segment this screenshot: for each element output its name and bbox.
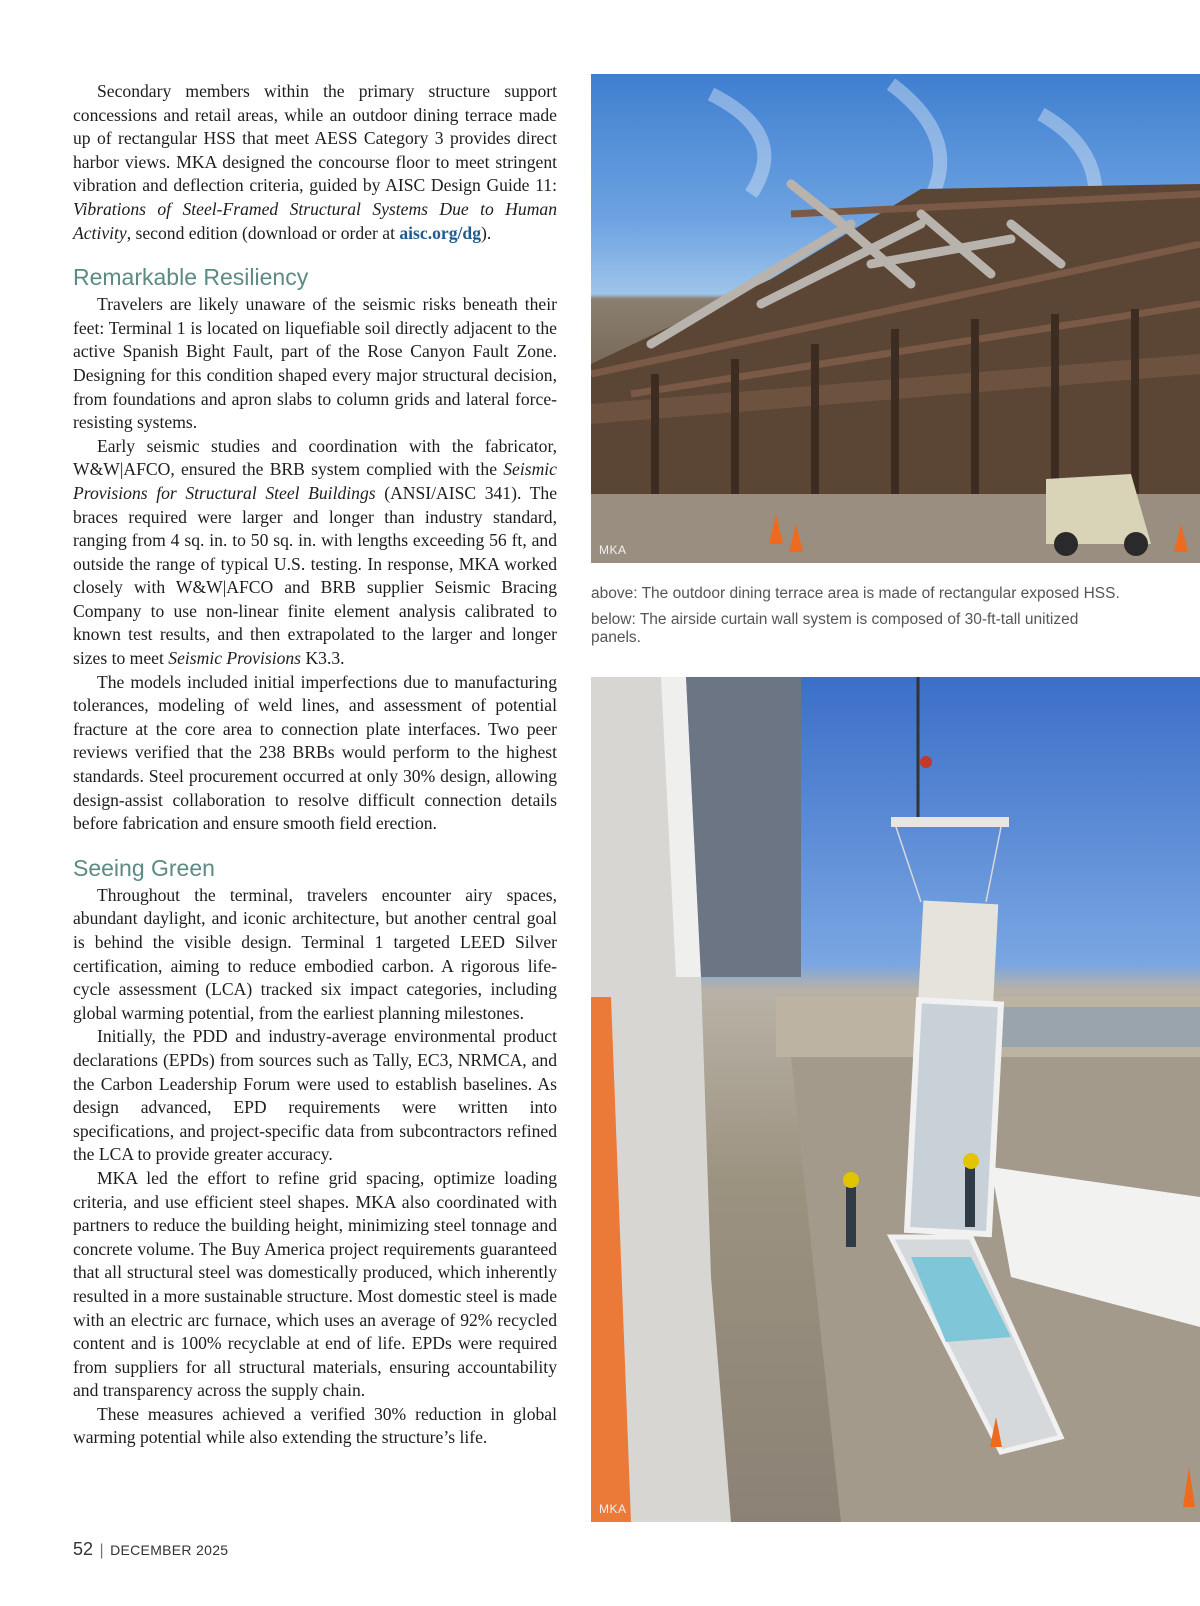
terrace-steel-illustration xyxy=(591,74,1200,563)
aisc-dg-link[interactable]: aisc.org/dg xyxy=(399,222,481,243)
paragraph-mka-effort: MKA led the effort to refine grid spacing, optimize loading criteria, and use efficient steel shapes. MKA also coordinated with partners to reduce the building height, minimizing steel tonnage and concrete volume. The Buy America project requirements guaranteed that all structural steel was domestically produced, which inherently resulted in a more sustainable structure. Most domestic steel is made with an electric arc furnace, which uses an average of 92% recycled content and is 100% recyclable at end of life. EPDs were required from suppliers for all structural materials, ensuring accountability and transparency across the supply chain. xyxy=(73,1167,557,1401)
photo-dining-terrace xyxy=(591,74,1200,563)
caption-above: above: The outdoor dining terrace area is made of rectangular exposed HSS. xyxy=(591,585,1120,602)
photo-credit-bottom: MKA xyxy=(599,1502,627,1516)
paragraph-secondary-members: Secondary members within the primary structure support concessions and retail areas, while an outdoor dining terrace made up of rectangular HSS that meet AESS Category 3 provides direct harbor views. MKA designed the concourse floor to meet stringent vibration and deflection criteria, guided by AISC Design Guide 11: Vibrations of Steel-Framed Structural Systems Due to Human Activity, second edition (download or order at aisc.org/dg). xyxy=(73,81,557,243)
curtain-wall-illustration xyxy=(591,677,1200,1522)
photo-curtain-wall xyxy=(591,677,1200,1522)
paragraph-epds: Initially, the PDD and industry-average environmental product declarations (EPDs) from sources such as Tally, EC3, NRMCA, and the Carbon Leadership Forum were used to establish baselines. As design advanced, EPD requirements were written into specifications, and project-specific data from subcontractors refined the LCA to provide greater accuracy. xyxy=(73,1026,557,1165)
page-footer xyxy=(73,1539,228,1560)
article-body xyxy=(73,80,557,1450)
paragraph-seismic-risks: Travelers are likely unaware of the seismic risks beneath their feet: Terminal 1 is located on liquefiable soil directly adjacent to the active Spanish Bight Fault, part of the Rose Canyon Fault Zone. Designing for this condition shaped every major structural decision, from foundations and apron slabs to column grids and lateral force-resisting systems. xyxy=(73,294,557,433)
heading-remarkable-resiliency: Remarkable Resiliency xyxy=(73,264,309,291)
photo-captions xyxy=(591,585,1131,655)
issue-date: DECEMBER 2025 xyxy=(110,1542,229,1558)
heading-seeing-green: Seeing Green xyxy=(73,854,215,881)
paragraph-terminal-design: Throughout the terminal, travelers encounter airy spaces, abundant daylight, and iconic architecture, but another central goal is behind the visible design. Terminal 1 targeted LEED Silver certification, aiming to reduce embodied carbon. A rigorous life-cycle assessment (LCA) tracked six impact categories, including global warming potential, from the earliest planning milestones. xyxy=(73,884,557,1023)
caption-below: below: The airside curtain wall system is composed of 30-ft-tall unitized panels. xyxy=(591,611,1079,646)
paragraph-seismic-studies: Early seismic studies and coordination with the fabricator, W&W|AFCO, ensured the BRB system complied with the Seismic Provisions for Structural Steel Buildings (ANSI/AISC 341). The braces required were larger and longer than industry standard, ranging from 4 sq. in. to 50 sq. in. with lengths exceeding 56 ft, and outside the range of typical U.S. testing. In response, MKA worked closely with W&W|AFCO and BRB supplier Seismic Bracing Company to use non-linear finite element analysis calibrated to known test results, and then extrapolated to the larger and longer sizes to meet Seismic Provisions K3.3. xyxy=(73,435,558,669)
photo-credit-top: MKA xyxy=(599,543,627,557)
page-number: 52 xyxy=(73,1539,94,1559)
footer-separator: | xyxy=(99,1542,104,1559)
paragraph-results: These measures achieved a verified 30% reduction in global warming potential while also extending the structure’s life. xyxy=(73,1403,557,1448)
paragraph-models: The models included initial imperfections due to manufacturing tolerances, modeling of weld lines, and assessment of potential fracture at the core area to connection plate interfaces. Two peer reviews verified that the 238 BRBs would perform to the highest standards. Steel procurement occurred at only 30% design, allowing design-assist collaboration to resolve difficult connection details before fabrication and ensure smooth field erection. xyxy=(73,671,557,834)
